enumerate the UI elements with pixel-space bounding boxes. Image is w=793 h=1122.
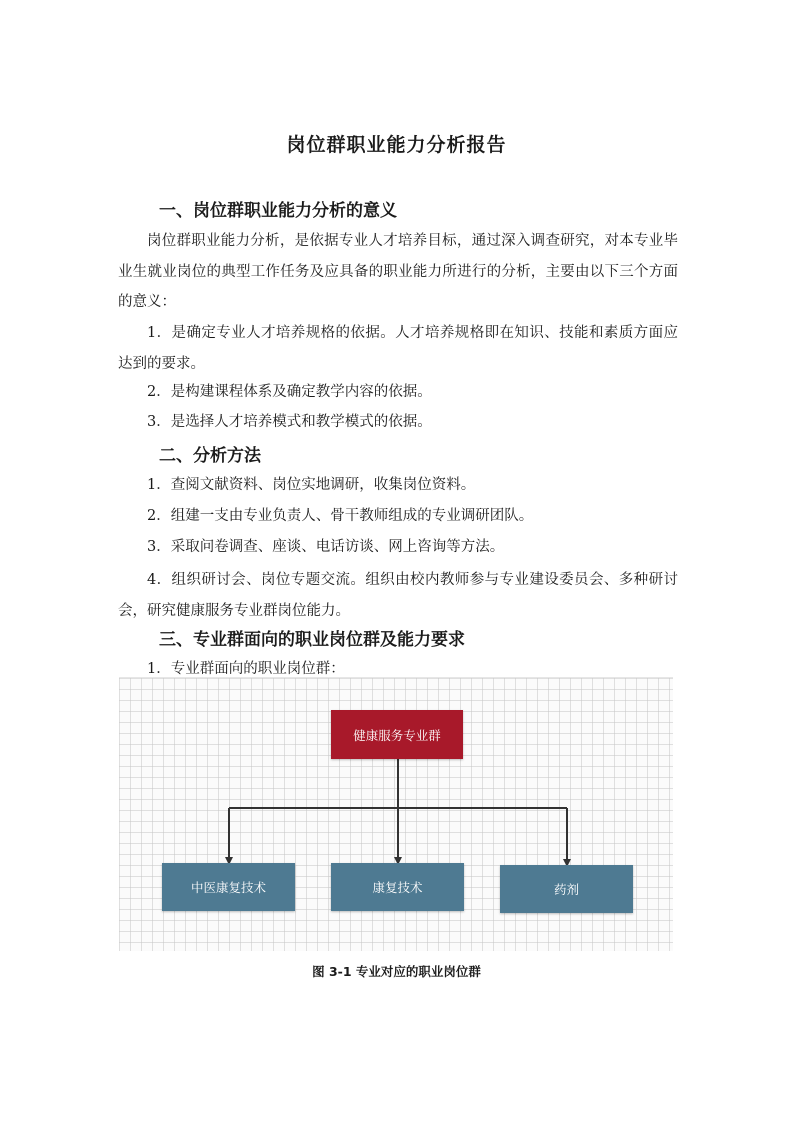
child-node: 药剂 — [500, 865, 633, 913]
section-2-item-2: 2．组建一支由专业负责人、骨干教师组成的专业调研团队。 — [147, 508, 534, 524]
section-3-item-1: 1．专业群面向的职业岗位群： — [147, 661, 345, 677]
section-2-heading: 二、分析方法 — [159, 446, 261, 466]
child-node: 中医康复技术 — [162, 863, 295, 911]
section-1-item-2: 2．是构建课程体系及确定教学内容的依据。 — [147, 384, 432, 400]
section-2-item-3: 3．采取问卷调查、座谈、电话访谈、网上咨询等方法。 — [147, 539, 505, 555]
child-node: 康复技术 — [331, 863, 464, 911]
section-3-heading: 三、专业群面向的职业岗位群及能力要求 — [159, 630, 465, 650]
section-2-item-4: 4．组织研讨会、岗位专题交流。组织由校内教师参与专业建设委员会、多种研讨会，研究健康服务专业群岗位能力。 — [118, 572, 678, 619]
figure-caption: 图 3-1 专业对应的职业岗位群 — [312, 964, 481, 979]
document-title: 岗位群职业能力分析报告 — [286, 134, 507, 156]
section-1-item-3: 3．是选择人才培养模式和教学模式的依据。 — [147, 414, 432, 430]
section-1-heading: 一、岗位群职业能力分析的意义 — [159, 201, 397, 221]
org-chart-diagram — [119, 677, 673, 951]
section-2-item-1: 1．查阅文献资料、岗位实地调研，收集岗位资料。 — [147, 477, 476, 493]
section-1-intro: 岗位群职业能力分析，是依据专业人才培养目标，通过深入调查研究，对本专业毕业生就业岗位的典型工作任务及应具备的职业能力所进行的分析，主要由以下三个方面的意义： — [118, 233, 678, 310]
root-node: 健康服务专业群 — [331, 710, 463, 759]
section-1-item-1: 1．是确定专业人才培养规格的依据。人才培养规格即在知识、技能和素质方面应达到的要求。 — [118, 325, 678, 372]
